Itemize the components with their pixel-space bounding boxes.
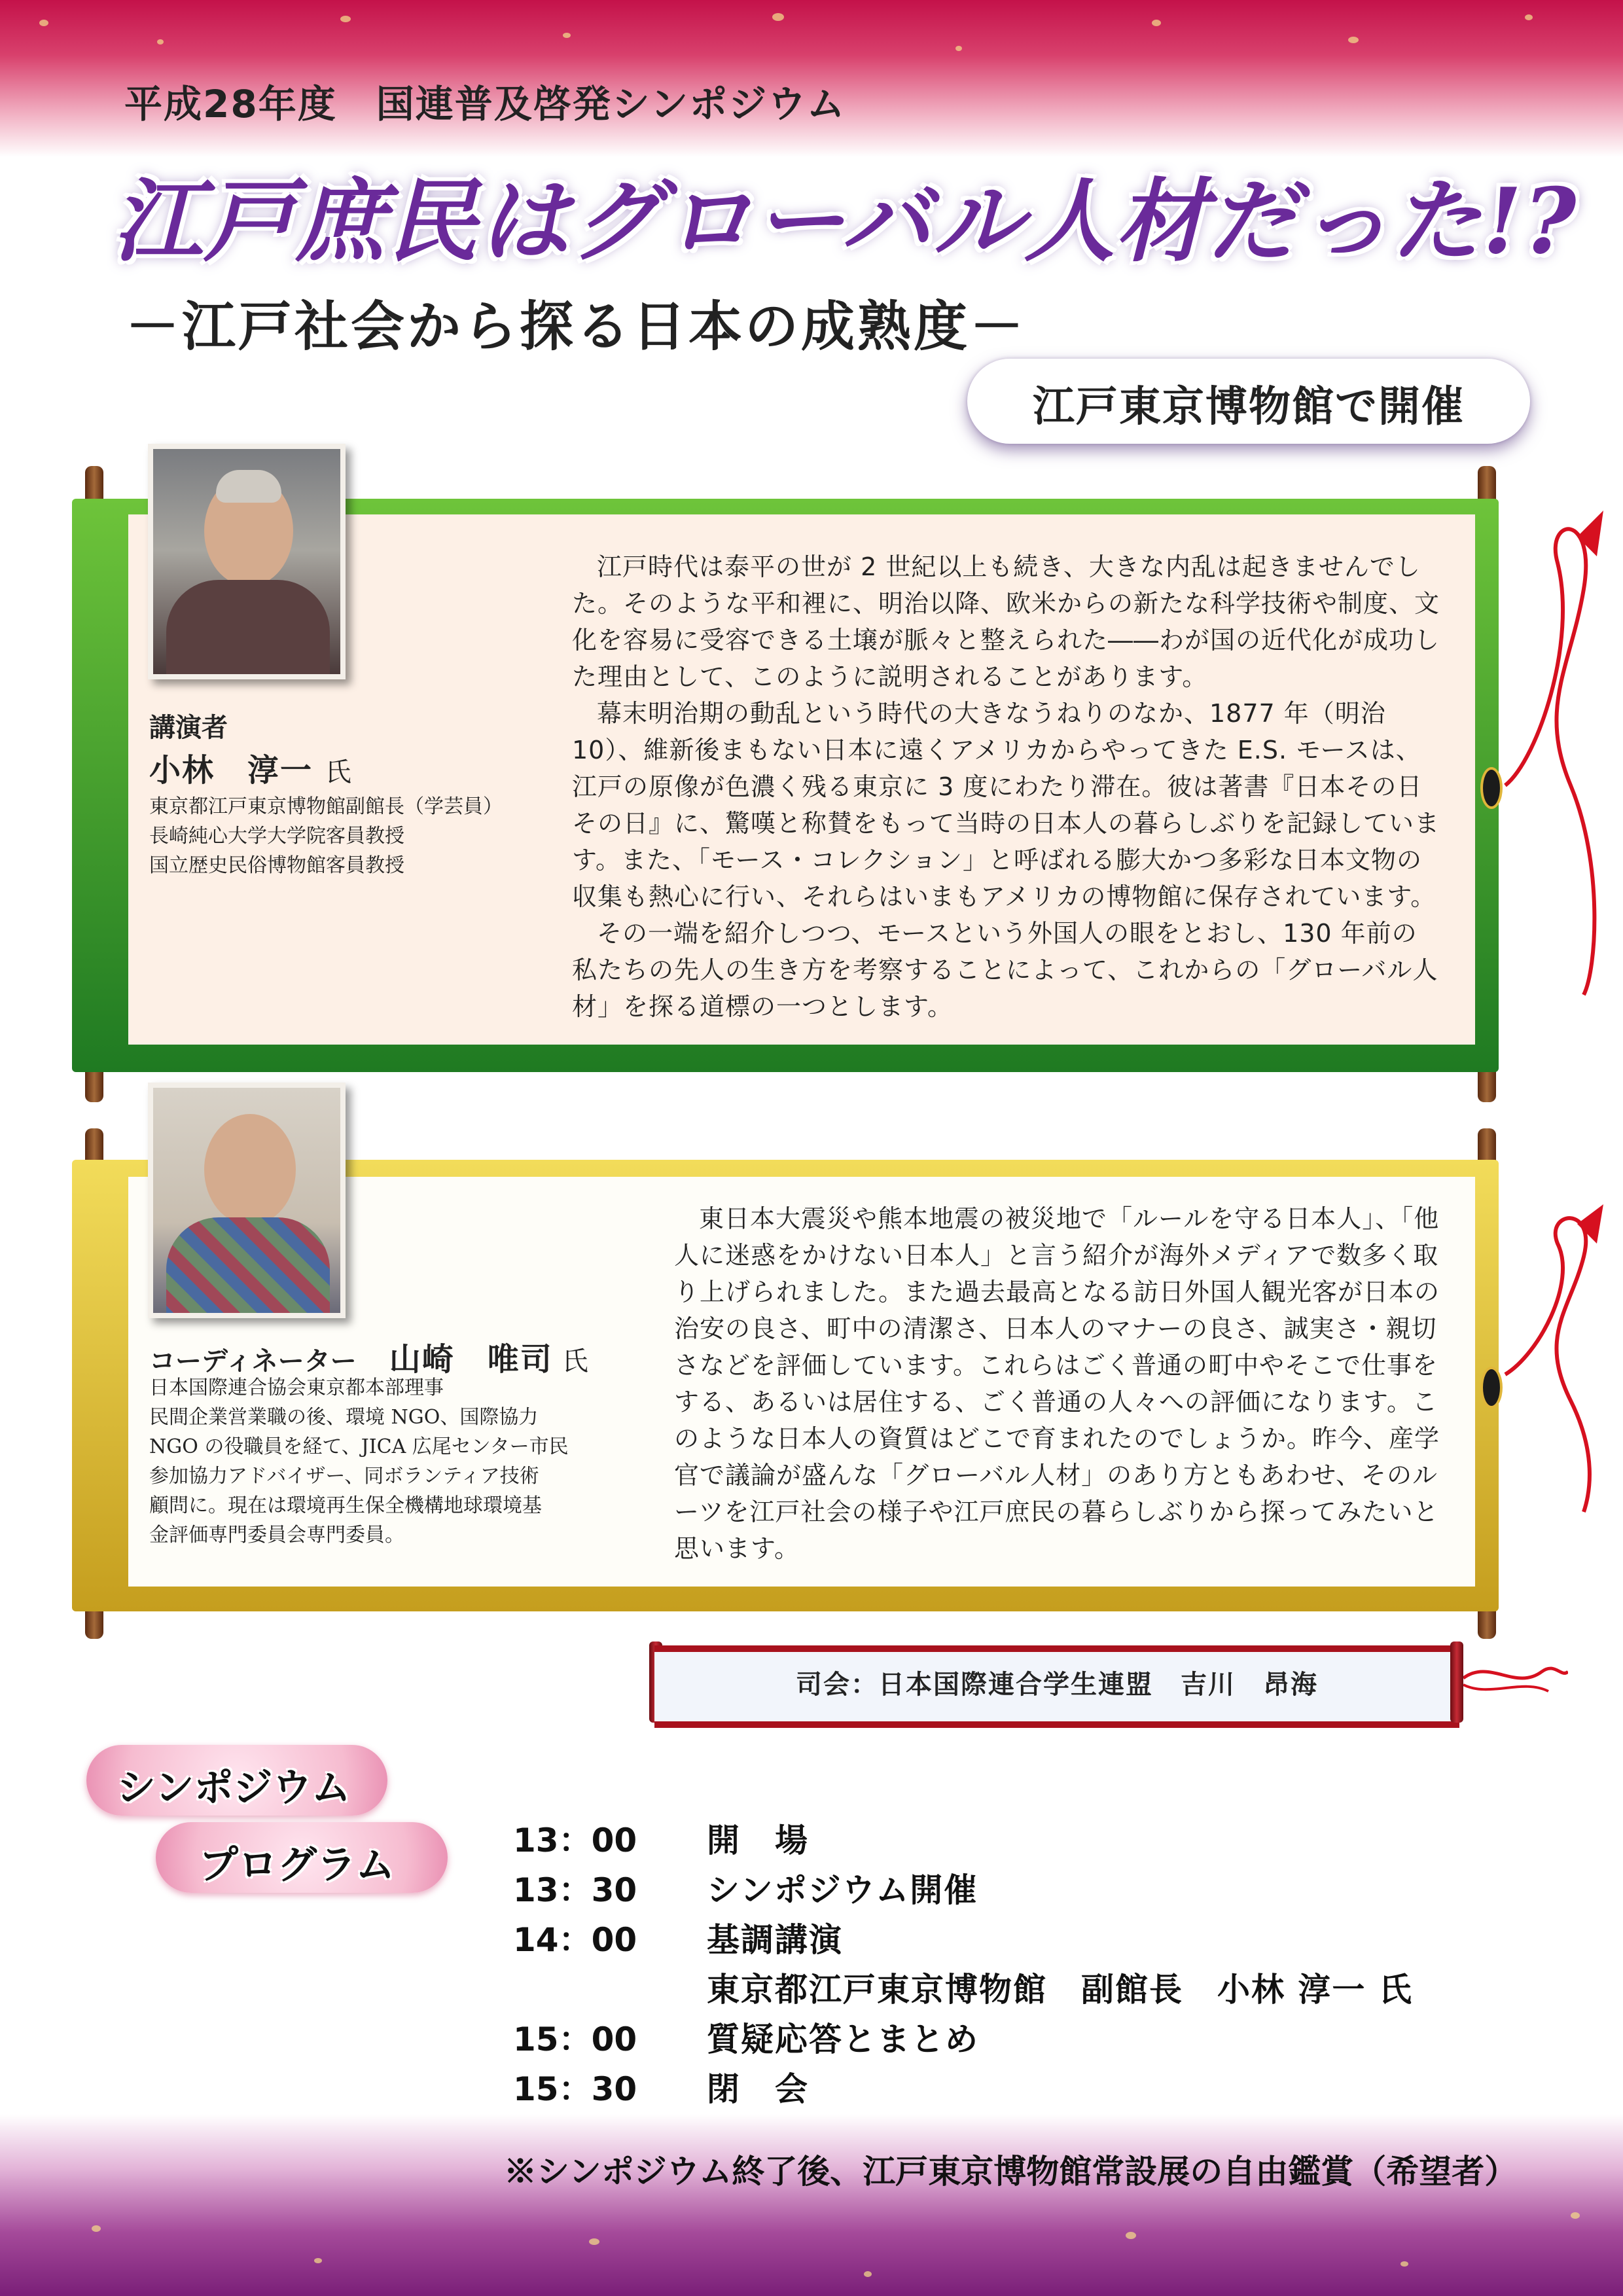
- program-time: 15：30: [513, 2070, 637, 2108]
- program-time: 13：30: [513, 1871, 637, 1909]
- program-event: 開 場: [707, 1821, 809, 1859]
- speaker1-affiliations: [149, 792, 568, 880]
- bio-line: NGO の役職員を経て、JICA 広尾センター市民: [149, 1435, 569, 1458]
- program-event: 閉 会: [707, 2070, 809, 2108]
- page-subtitle: －江戸社会から探る日本の成熟度－: [126, 295, 1027, 358]
- pretitle: 平成28年度 国連普及啓発シンポジウム: [124, 82, 846, 126]
- program-time: 14：00: [513, 1921, 637, 1959]
- speaker2-bio: [149, 1373, 620, 1550]
- paragraph: 東日本大震災や熊本地震の被災地で「ルールを守る日本人」、「他人に迷惑をかけない日本人」と言う紹介が海外メディアで数多く取り上げられました。また過去最高となる訪日外国人観光客が日本の治安の良さ、町中の清潔さ、日本人のマナーの良さ、誠実さ・親切さなどを評価しています。これらはごく普通の町中やそこで仕事をする、あるいは居住する、ごく普通の人々への評価になります。このような日本人の資質はどこで育まれたのでしょうか。昨今、産学官で議論が盛んな「グローバル人材」のあり方ともあわせ、そのルーツを江戸社会の様子や江戸庶民の暮らしぶりから探ってみたいと思います。: [674, 1204, 1440, 1563]
- bio-line: 民間企業営業職の後、環境 NGO、国際協力: [149, 1406, 539, 1429]
- program-label-line1: シンポジウム: [116, 1765, 351, 1811]
- speaker1-role: 講演者: [149, 712, 228, 743]
- speaker2-name-block: [149, 1334, 588, 1379]
- affiliation-line: 国立歴史民俗博物館客員教授: [149, 854, 404, 877]
- paragraph: 江戸時代は泰平の世が 2 世紀以上も続き、大きな内乱は起きませんでした。そのような平和裡に、明治以降、欧米からの新たな科学技術や制度、文化を容易に受容できる土壌が脈々と整えられた――わが国の近代化が成功した理由として、このように説明されることがあります。: [572, 552, 1440, 691]
- program-time: 15：00: [513, 2020, 637, 2058]
- bio-line: 参加協力アドバイザー、同ボランティア技術: [149, 1465, 539, 1488]
- paragraph: その一端を紹介しつつ、モースという外国人の眼をとおし、130 年前の私たちの先人の生き方を考察することによって、これからの「グローバル人材」を探る道標の一つとします。: [572, 919, 1438, 1021]
- program-event: シンポジウム開催: [707, 1871, 978, 1909]
- speaker1-photo: [148, 444, 346, 679]
- red-ribbon-small: [1463, 1652, 1568, 1704]
- speaker2-role: コーディネーター: [149, 1346, 357, 1376]
- program-event: 基調講演: [707, 1920, 843, 1959]
- speaker2-description: [674, 1200, 1441, 1567]
- speaker2-name: 山崎 唯司: [389, 1341, 553, 1378]
- bio-line: 金評価専門委員会専門委員。: [149, 1524, 404, 1547]
- speaker2-honorific: 氏: [562, 1346, 588, 1376]
- speaker1-name-block: [149, 745, 353, 790]
- bio-line: 顧問に。現在は環境再生保全機構地球環境基: [149, 1494, 542, 1517]
- red-ribbon: [1499, 1204, 1616, 1518]
- speaker2-photo: [148, 1083, 346, 1318]
- bio-line: 日本国際連合協会東京都本部理事: [149, 1376, 444, 1399]
- footnote: ※シンポジウム終了後、江戸東京博物館常設展の自由鑑賞（希望者）: [504, 2152, 1518, 2191]
- speaker1-honorific: 氏: [325, 757, 353, 787]
- affiliation-line: 東京都江戸東京博物館副館長（学芸員）: [149, 795, 503, 818]
- mc-credit: 司会：日本国際連合学生連盟 吉川 昂海: [796, 1669, 1318, 1700]
- paragraph: 幕末明治期の動乱という時代の大きなうねりのなか、1877 年（明治 10）、維新後まもない日本に遠くアメリカからやってきた E.S. モースは、江戸の原像が色濃く残る東京に 3 度にわたり滞在。彼は著書『日本その日その日』に、驚嘆と称賛をもって当時の日本人の暮らしぶりを記録しています。また、「モース・コレクション」と呼ばれる膨大かつ多彩な日本文物の収集も熱心に行い、それらはいまもアメリカの博物館に保存されています。: [572, 699, 1440, 911]
- program-event: 東京都江戸東京博物館 副館長 小林 淳一 氏: [707, 1970, 1413, 2009]
- venue-text: 江戸東京博物館で開催: [1033, 382, 1465, 431]
- program-label-line2: プログラム: [199, 1842, 395, 1888]
- program-time: 13：00: [513, 1821, 637, 1859]
- speaker1-description: [572, 548, 1441, 1025]
- program-event: 質疑応答とまとめ: [707, 2020, 979, 2058]
- bottom-decorative-band: [0, 2114, 1623, 2296]
- affiliation-line: 長崎純心大学大学院客員教授: [149, 825, 404, 848]
- speaker1-name: 小林 淳一: [149, 752, 313, 789]
- red-ribbon: [1499, 511, 1616, 1008]
- page-title: 江戸庶民はグローバル人材だった!?: [113, 168, 1578, 274]
